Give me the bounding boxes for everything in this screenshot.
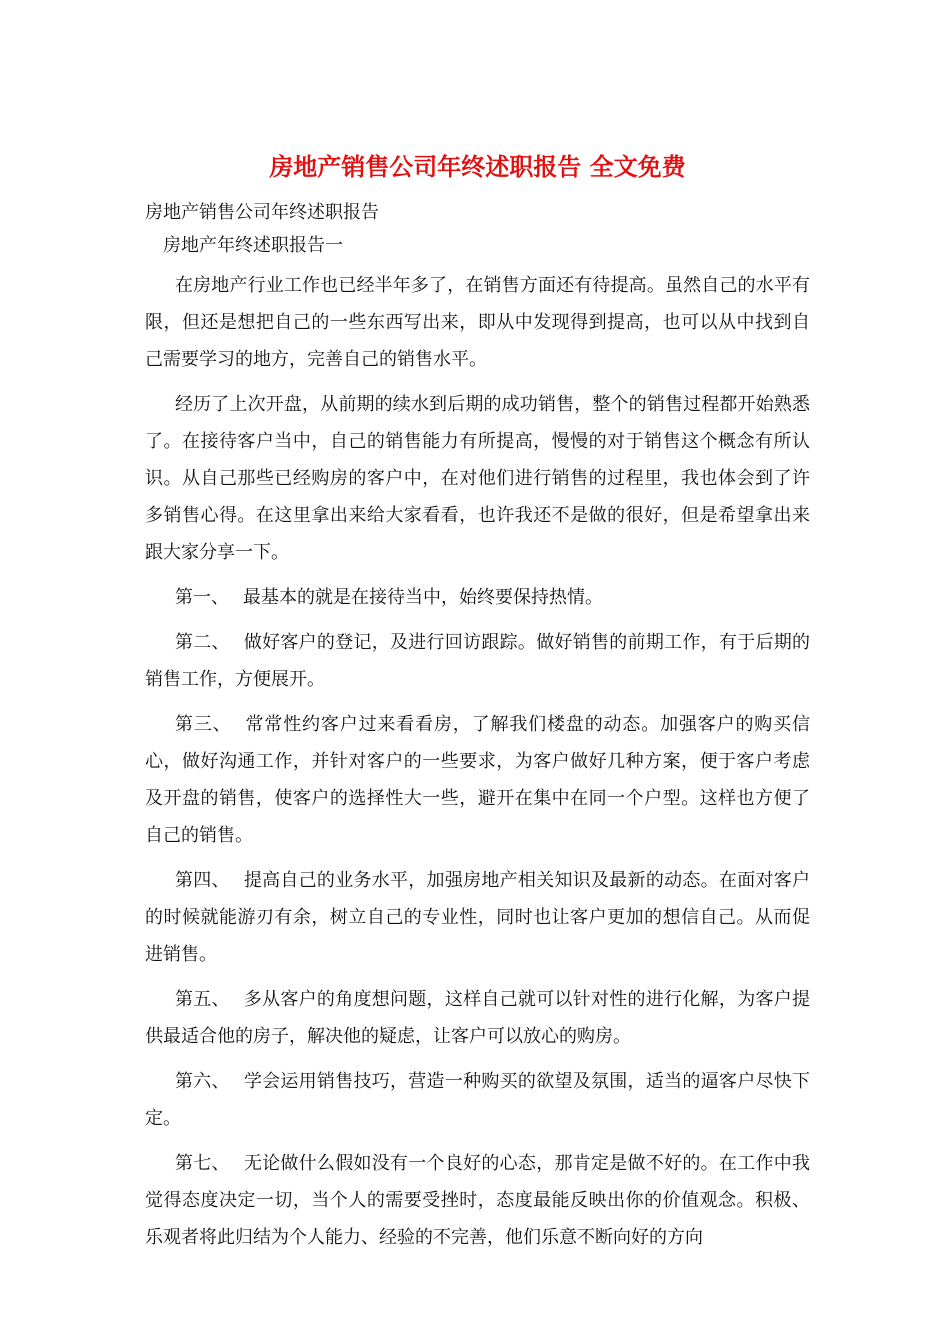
item-number: 第二、 bbox=[175, 632, 230, 653]
item-text: 提高自己的业务水平，加强房地产相关知识及最新的动态。在面对客户的时候就能游刃有余，树立自己的专业性，同时也让客户更加的想信自己。从而促进销售。 bbox=[145, 870, 811, 965]
paragraph-experience: 经历了上次开盘，从前期的续水到后期的成功销售，整个的销售过程都开始熟悉了。在接待客户当中，自己的销售能力有所提高，慢慢的对于销售这个概念有所认识。从自己那些已经购房的客户中，在对他们进行销售的过程里，我也体会到了许多销售心得。在这里拿出来给大家看看，也许我还不是做的很好，但是希望拿出来跟大家分享一下。 bbox=[145, 394, 810, 563]
document-title: 房地产销售公司年终述职报告 全文免费 bbox=[269, 152, 686, 181]
item-number: 第三、 bbox=[175, 714, 232, 735]
item-number: 第六、 bbox=[175, 1071, 230, 1092]
item-text: 做好客户的登记，及进行回访跟踪。做好销售的前期工作，有于后期的销售工作，方便展开。 bbox=[145, 632, 811, 690]
item-text: 无论做什么假如没有一个良好的心态，那肯定是做不好的。在工作中我觉得态度决定一切，当个人的需要受挫时，态度最能反映出你的价值观念。积极、乐观者将此归结为个人能力、经验的不完善，他们乐意不断向好的方向 bbox=[145, 1153, 811, 1248]
section-heading: 房地产年终述职报告一 bbox=[163, 235, 343, 256]
paragraph-intro: 在房地产行业工作也已经半年多了，在销售方面还有待提高。虽然自己的水平有限，但还是想把自己的一些东西写出来，即从中发现得到提高，也可以从中找到自己需要学习的地方，完善自己的销售水平。 bbox=[145, 275, 810, 370]
item-text: 学会运用销售技巧，营造一种购买的欲望及氛围，适当的逼客户尽快下定。 bbox=[145, 1071, 811, 1129]
document-body bbox=[145, 150, 810, 1264]
list-item-6 bbox=[145, 1063, 810, 1137]
list-item-1 bbox=[145, 579, 810, 616]
document-subtitle: 房地产销售公司年终述职报告 bbox=[145, 202, 379, 223]
list-item-2 bbox=[145, 624, 810, 698]
item-number: 第一、 bbox=[175, 587, 229, 608]
item-text: 常常性约客户过来看看房，了解我们楼盘的动态。加强客户的购买信心，做好沟通工作，并针对客户的一些要求，为客户做好几种方案，便于客户考虑及开盘的销售，使客户的选择性大一些，避开在集中在同一个户型。这样也方便了自己的销售。 bbox=[145, 714, 810, 846]
item-number: 第七、 bbox=[175, 1153, 230, 1174]
list-item-7 bbox=[145, 1145, 810, 1256]
item-number: 第五、 bbox=[175, 989, 230, 1010]
item-number: 第四、 bbox=[175, 870, 230, 891]
item-text: 最基本的就是在接待当中，始终要保持热情。 bbox=[243, 587, 603, 608]
list-item-3 bbox=[145, 706, 810, 854]
item-text: 多从客户的角度想问题，这样自己就可以针对性的进行化解，为客户提供最适合他的房子，解决他的疑虑，让客户可以放心的购房。 bbox=[145, 989, 811, 1047]
list-item-5 bbox=[145, 981, 810, 1055]
list-item-4 bbox=[145, 862, 810, 973]
